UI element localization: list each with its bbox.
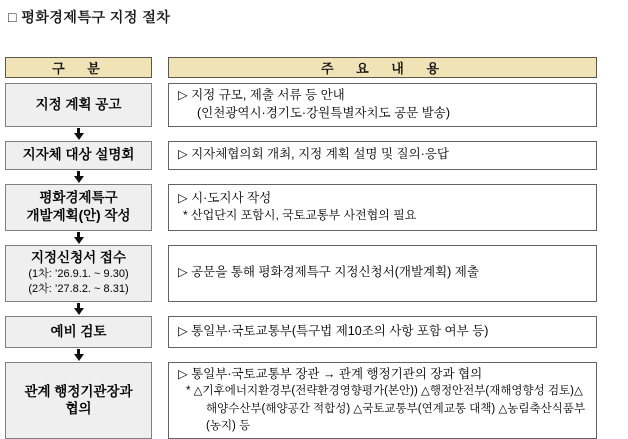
down-arrow-icon	[74, 128, 84, 140]
content-line: ▷ 공문을 통해 평화경제특구 지정신청서(개발계획) 제출	[178, 264, 587, 282]
header-category-cell: 구 분	[5, 57, 152, 78]
content-box-2	[168, 141, 597, 170]
step-sub-label: (2차: ’27.8.2. ~ 8.31)	[28, 282, 128, 297]
step-label: 협의	[65, 400, 91, 418]
flow-row-5	[5, 316, 597, 348]
down-arrow-icon	[74, 349, 84, 361]
header-contents-cell: 주 요 내 용	[168, 57, 597, 78]
content-box-6	[168, 362, 597, 439]
flow-table	[5, 57, 597, 439]
content-line: ▷ 통일부·국토교통부 장관 → 관계 행정기관의 장과 협의	[178, 366, 587, 384]
down-arrow-icon	[74, 303, 84, 315]
content-box-3	[168, 184, 597, 231]
content-line: ▷ 지자체협의회 개최, 지정 계획 설명 및 질의·응답	[178, 146, 587, 164]
content-note: * △기후에너지환경부(전략환경영향평가(본안)) △행정안전부(재해영향성 검토)△해양수산부(해양공간 적합성) △국토교통부(연계교통 대책) △농림축산식품부(농지) 등	[178, 383, 587, 435]
step-label: 예비 검토	[51, 323, 107, 341]
flow-row-4	[5, 245, 597, 302]
step-box-application-receipt	[5, 245, 152, 302]
step-box-development-plan-draft	[5, 184, 152, 231]
content-box-4	[168, 245, 597, 302]
step-box-agency-consultation	[5, 362, 152, 439]
step-label: 지자체 대상 설명회	[23, 146, 135, 164]
flow-row-6	[5, 362, 597, 439]
content-line: (인천광역시·경기도·강원특별자치도 공문 발송)	[178, 105, 587, 123]
down-arrow-icon	[74, 232, 84, 244]
step-box-designation-plan-notice	[5, 83, 152, 127]
step-box-local-gov-briefing	[5, 141, 152, 170]
flow-row-3	[5, 184, 597, 231]
arrow-row	[5, 231, 597, 245]
step-label: 개발계획(안) 작성	[26, 207, 130, 225]
step-label: 지정 계획 공고	[36, 96, 122, 114]
content-note: * 산업단지 포함시, 국토교통부 사전협의 필요	[178, 207, 587, 224]
flow-row-2	[5, 141, 597, 170]
arrow-row	[5, 348, 597, 362]
step-box-preliminary-review	[5, 316, 152, 348]
content-box-5	[168, 316, 597, 348]
flow-row-1	[5, 83, 597, 127]
step-label: 지정신청서 접수	[31, 249, 126, 267]
arrow-row	[5, 170, 597, 184]
down-arrow-icon	[74, 171, 84, 183]
content-line: ▷ 통일부·국토교통부(특구법 제10조의 사항 포함 여부 등)	[178, 323, 587, 341]
arrow-row	[5, 302, 597, 316]
content-line: ▷ 시·도지사 작성	[178, 190, 587, 208]
step-sub-label: (1차: ’26.9.1. ~ 9.30)	[28, 267, 128, 282]
table-header-row	[5, 57, 597, 78]
arrow-row	[5, 127, 597, 141]
content-line: ▷ 지정 규모, 제출 서류 등 안내	[178, 87, 587, 105]
step-label: 관계 행정기관장과	[24, 383, 132, 401]
step-label: 평화경제특구	[39, 189, 117, 207]
content-box-1	[168, 83, 597, 127]
page-title: □ 평화경제특구 지정 절차	[8, 7, 628, 27]
